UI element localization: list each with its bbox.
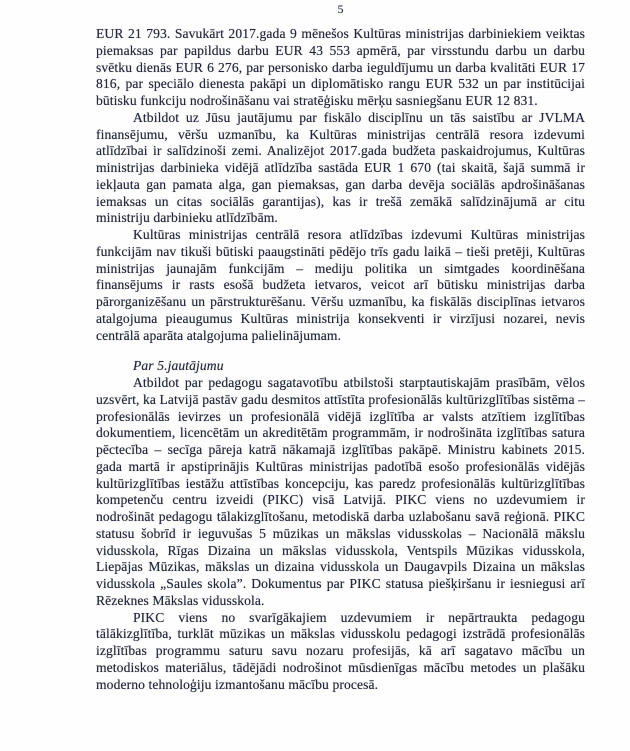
paragraph-continuation: EUR 21 793. Savukārt 2017.gada 9 mēnešos Kultūras ministrijas darbiniekiem veiktas piemaksas par papildus darbu EUR 43 553 apmērā, par virsstundu darbu un darbu svētku dienās EUR 6 276, par personisko darba ieguldījumu un darba kvalitāti EUR 17 816, par speciālo dienesta pakāpi un diplomātisko rangu EUR 532 un par institūcijai būtisku funkciju nodrošināšanu vai stratēģisku mērķu sasniegšanu EUR 12 831. [96,26,585,108]
paragraph-fiscal-discipline: Atbildot uz Jūsu jautājumu par fiskālo disciplīnu un tās saistību ar JVLMA finansējumu, vēršu uzmanību, ka Kultūras ministrijas centrālā resora izdevumi atlīdzībai ir salīdzinoši zemi. Analizējot 2017.gada budžeta paskaidrojumus, Kultūras ministrijas darbinieka vidējā atlīdzība sastāda EUR 1 670 (tai skaitā, šajā summā ir iekļauta gan pamata alga, gan piemaksas, gan darba devēja sociālās apdrošināšanas iemaksas un citas sociālās garantijas), kas ir trešā zemākā salīdzinājumā ar citu ministriju darbinieku atlīdzībām. [96,109,585,226]
section-heading-question-5: Par 5.jautājumu [133,358,224,374]
paragraph-pikc-tasks: PIKC viens no svarīgākajiem uzdevumiem ir nepārtraukta pedagogu tālākizglītība, turklāt mūzikas un mākslas vidusskolu pedagogi izstrādā profesionālās izglītības programmu saturu savu nozaru profesijās, kā arī sagatavo mācību un metodiskos materiālus, tādējādi nodrošinot mūsdienīgas mācību metodes un plašāku moderno tehnoloģiju izmantošanu mācību procesā. [96,609,585,692]
paragraph-pedagogue-preparation: Atbildot par pedagogu sagatavotību atbilstoši starptautiskajām prasībām, vēlos uzsvērt, ka Latvijā pastāv gadu desmitos attīstīta profesionālās kultūrizglītības sistēma – profesionālās ievirzes un profesionālā vidējā izglītība ar valsts atzītiem izglītības dokumentiem, licencētām un akreditētām programmām, ir nodrošināta izglītības satura pēctecība – secīga pāreja katrā nākamajā izglītības pakāpē. Ministru kabinets 2015. gada martā ir apstiprinājis Kultūras ministrijas padotībā esošo profesionālās vidējās kultūrizglītības iestāžu attīstības koncepciju, kas paredz profesionālās kultūrizglītības kompetenču centru izveidi (PIKC) visā Latvijā. PIKC viens no uzdevumiem ir nodrošināt pedagogu tālakizglītošanu, metodiskā darba uzlabošanu savā reģionā. PIKC statusu šobrīd ir ieguvušas 5 mūzikas un mākslas vidusskolas – Nacionālā mākslu vidusskola, Rīgas Dizaina un mākslas vidusskola, Ventspils Mūzikas vidusskola, Liepājas Mūzikas, mākslas un dizaina vidusskola un Daugavpils Dizaina un mākslas vidusskola „Saules skola”. Dokumentus par PIKC statusa piešķiršanu ir iesniegusi arī Rēzeknes Mākslas vidusskola. [96,375,585,608]
page-number: 5 [337,2,344,16]
paragraph-central-resora: Kultūras ministrijas centrālā resora atlīdzības izdevumi Kultūras ministrijas funkcijām nav tikuši būtiski paaugstināti pēdējo trīs gadu laikā – tieši pretēji, Kultūras ministrijas jaunajām funkcijām – mediju politika un simtgades koordinēšana finansējums ir rasts esošā budžeta ietvaros, veicot arī būtisku ministrijas darba pārorganizēšanu un pārstrukturēšanu. Vēršu uzmanību, ka fiskālās disciplīnas ietvaros atalgojuma pieaugumus Kultūras ministrija konsekventi ir virzījusi nozarei, nevis centrālā aparāta atalgojuma palielinājumam. [96,227,585,343]
document-body [96,26,585,693]
